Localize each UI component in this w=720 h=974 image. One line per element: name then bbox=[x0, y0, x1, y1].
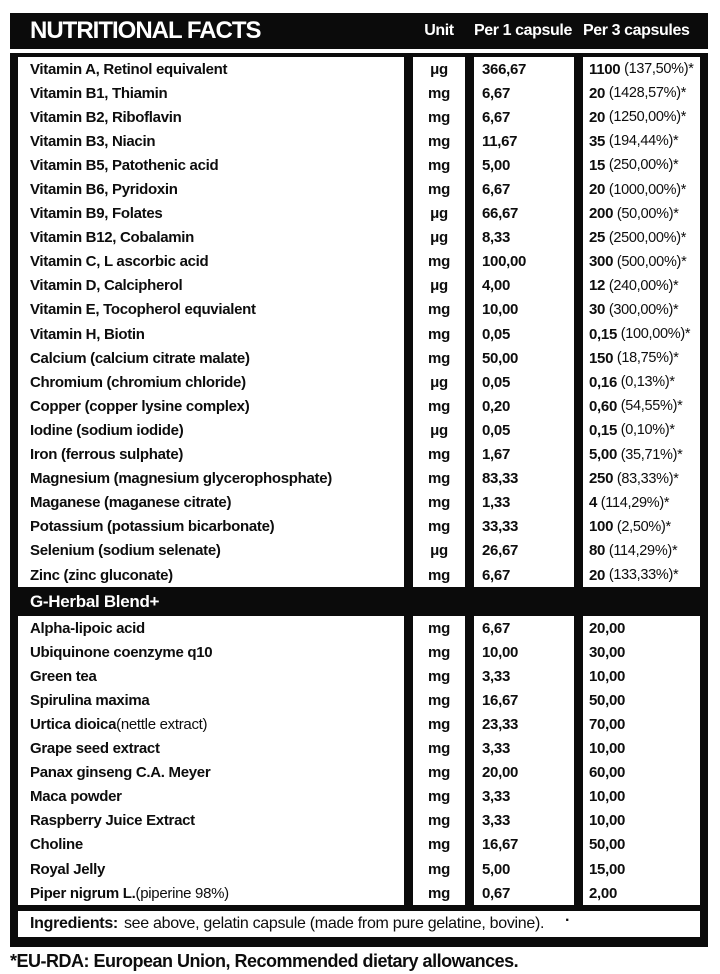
row-name: Maganese (maganese citrate) bbox=[18, 491, 404, 515]
row-name: Vitamin B2, Riboflavin bbox=[18, 105, 404, 129]
row-per-3-capsules: 200 (50,00%)* bbox=[583, 202, 700, 226]
row-name: Raspberry Juice Extract bbox=[18, 809, 404, 833]
row-per-3-capsules: 0,15 (100,00%)* bbox=[583, 322, 700, 346]
row-per-3-capsules: 20 (1250,00%)* bbox=[583, 105, 700, 129]
row-name: Calcium (calcium citrate malate) bbox=[18, 346, 404, 370]
row-unit: μg bbox=[413, 57, 465, 81]
row-per-3-capsules: 300 (500,00%)* bbox=[583, 250, 700, 274]
row-name: Maca powder bbox=[18, 785, 404, 809]
ingredients-row bbox=[18, 911, 700, 937]
row-per-1-capsule: 66,67 bbox=[474, 202, 574, 226]
nutrition-facts-table bbox=[10, 13, 708, 947]
row-per-1-capsule: 20,00 bbox=[474, 761, 574, 785]
row-per-3-capsules: 0,15 (0,10%)* bbox=[583, 418, 700, 442]
row-name: Choline bbox=[18, 833, 404, 857]
column-header-per-3-capsules: Per 3 capsules bbox=[583, 22, 690, 39]
row-unit: mg bbox=[413, 515, 465, 539]
stray-dot: · bbox=[565, 912, 571, 930]
row-per-3-capsules: 10,00 bbox=[583, 785, 700, 809]
row-per-3-capsules: 20 (1000,00%)* bbox=[583, 177, 700, 201]
row-unit: mg bbox=[413, 857, 465, 881]
row-per-1-capsule: 11,67 bbox=[474, 129, 574, 153]
row-unit: mg bbox=[413, 467, 465, 491]
row-name: Vitamin B5, Patothenic acid bbox=[18, 153, 404, 177]
row-per-1-capsule: 6,67 bbox=[474, 616, 574, 640]
row-per-3-capsules: 15,00 bbox=[583, 857, 700, 881]
row-per-3-capsules: 10,00 bbox=[583, 737, 700, 761]
row-per-1-capsule: 26,67 bbox=[474, 539, 574, 563]
row-per-3-capsules: 10,00 bbox=[583, 809, 700, 833]
row-per-3-capsules: 1100 (137,50%)* bbox=[583, 57, 700, 81]
row-unit: mg bbox=[413, 81, 465, 105]
row-per-1-capsule: 366,67 bbox=[474, 57, 574, 81]
row-per-3-capsules: 80 (114,29%)* bbox=[583, 539, 700, 563]
row-per-1-capsule: 100,00 bbox=[474, 250, 574, 274]
row-per-1-capsule: 0,05 bbox=[474, 370, 574, 394]
row-per-3-capsules: 35 (194,44%)* bbox=[583, 129, 700, 153]
row-name: Piper nigrum L. (piperine 98%) bbox=[18, 881, 404, 905]
row-name: Vitamin C, L ascorbic acid bbox=[18, 250, 404, 274]
vitamins-minerals-section bbox=[18, 57, 700, 587]
row-unit: mg bbox=[413, 129, 465, 153]
row-per-3-capsules: 60,00 bbox=[583, 761, 700, 785]
row-name: Vitamin E, Tocopherol equvialent bbox=[18, 298, 404, 322]
row-name: Panax ginseng C.A. Meyer bbox=[18, 761, 404, 785]
row-name: Alpha-lipoic acid bbox=[18, 616, 404, 640]
row-unit: mg bbox=[413, 688, 465, 712]
row-per-1-capsule: 1,67 bbox=[474, 443, 574, 467]
row-unit: mg bbox=[413, 346, 465, 370]
row-name: Green tea bbox=[18, 664, 404, 688]
row-per-3-capsules: 50,00 bbox=[583, 833, 700, 857]
row-per-3-capsules: 0,16 (0,13%)* bbox=[583, 370, 700, 394]
row-per-3-capsules: 2,00 bbox=[583, 881, 700, 905]
row-per-1-capsule: 6,67 bbox=[474, 105, 574, 129]
row-unit: mg bbox=[413, 664, 465, 688]
row-per-1-capsule: 10,00 bbox=[474, 640, 574, 664]
column-header-per-1-capsule: Per 1 capsule bbox=[474, 22, 572, 39]
row-per-3-capsules: 5,00 (35,71%)* bbox=[583, 443, 700, 467]
row-name: Zinc (zinc gluconate) bbox=[18, 563, 404, 587]
row-unit: mg bbox=[413, 563, 465, 587]
row-unit: mg bbox=[413, 809, 465, 833]
row-unit: mg bbox=[413, 177, 465, 201]
row-per-1-capsule: 6,67 bbox=[474, 81, 574, 105]
row-name: Selenium (sodium selenate) bbox=[18, 539, 404, 563]
row-name: Vitamin B1, Thiamin bbox=[18, 81, 404, 105]
row-name: Iodine (sodium iodide) bbox=[18, 418, 404, 442]
row-unit: μg bbox=[413, 202, 465, 226]
row-per-1-capsule: 0,05 bbox=[474, 322, 574, 346]
row-per-1-capsule: 0,20 bbox=[474, 394, 574, 418]
herbal-blend-section-header: G-Herbal Blend+ bbox=[30, 591, 160, 611]
row-unit: mg bbox=[413, 322, 465, 346]
row-per-1-capsule: 0,67 bbox=[474, 881, 574, 905]
row-per-1-capsule: 0,05 bbox=[474, 418, 574, 442]
row-per-3-capsules: 20 (133,33%)* bbox=[583, 563, 700, 587]
row-unit: μg bbox=[413, 539, 465, 563]
row-unit: mg bbox=[413, 491, 465, 515]
herbal-blend-section bbox=[18, 616, 700, 905]
column-header-unit: Unit bbox=[424, 22, 454, 39]
row-per-3-capsules: 20,00 bbox=[583, 616, 700, 640]
row-unit: mg bbox=[413, 153, 465, 177]
row-per-1-capsule: 50,00 bbox=[474, 346, 574, 370]
row-per-1-capsule: 4,00 bbox=[474, 274, 574, 298]
row-name: Magnesium (magnesium glycerophosphate) bbox=[18, 467, 404, 491]
row-name: Spirulina maxima bbox=[18, 688, 404, 712]
row-per-1-capsule: 3,33 bbox=[474, 809, 574, 833]
row-name: Vitamin D, Calcipherol bbox=[18, 274, 404, 298]
row-name: Urtica dioica (nettle extract) bbox=[18, 712, 404, 736]
ingredients-label: Ingredients: bbox=[30, 915, 118, 933]
row-unit: mg bbox=[413, 250, 465, 274]
row-unit: μg bbox=[413, 418, 465, 442]
row-per-1-capsule: 3,33 bbox=[474, 664, 574, 688]
eu-rda-footnote: *EU-RDA: European Union, Recommended dietary allowances. bbox=[10, 951, 519, 971]
row-name: Vitamin A, Retinol equivalent bbox=[18, 57, 404, 81]
row-name: Copper (copper lysine complex) bbox=[18, 394, 404, 418]
row-per-3-capsules: 50,00 bbox=[583, 688, 700, 712]
row-per-3-capsules: 10,00 bbox=[583, 664, 700, 688]
row-per-3-capsules: 15 (250,00%)* bbox=[583, 153, 700, 177]
row-unit: μg bbox=[413, 274, 465, 298]
ingredients-text: see above, gelatin capsule (made from pure gelatine, bovine). bbox=[123, 915, 545, 933]
row-per-3-capsules: 0,60 (54,55%)* bbox=[583, 394, 700, 418]
row-per-3-capsules: 250 (83,33%)* bbox=[583, 467, 700, 491]
table-header bbox=[10, 13, 708, 49]
row-per-3-capsules: 30 (300,00%)* bbox=[583, 298, 700, 322]
row-name: Potassium (potassium bicarbonate) bbox=[18, 515, 404, 539]
row-per-1-capsule: 33,33 bbox=[474, 515, 574, 539]
row-unit: mg bbox=[413, 298, 465, 322]
row-per-3-capsules: 150 (18,75%)* bbox=[583, 346, 700, 370]
row-per-1-capsule: 83,33 bbox=[474, 467, 574, 491]
row-unit: mg bbox=[413, 833, 465, 857]
row-name: Vitamin B9, Folates bbox=[18, 202, 404, 226]
row-per-1-capsule: 10,00 bbox=[474, 298, 574, 322]
row-name: Royal Jelly bbox=[18, 857, 404, 881]
row-name: Grape seed extract bbox=[18, 737, 404, 761]
row-name: Iron (ferrous sulphate) bbox=[18, 443, 404, 467]
row-name: Vitamin H, Biotin bbox=[18, 322, 404, 346]
row-per-1-capsule: 6,67 bbox=[474, 563, 574, 587]
row-name: Ubiquinone coenzyme q10 bbox=[18, 640, 404, 664]
row-per-1-capsule: 1,33 bbox=[474, 491, 574, 515]
row-per-1-capsule: 3,33 bbox=[474, 737, 574, 761]
row-per-1-capsule: 5,00 bbox=[474, 153, 574, 177]
row-unit: μg bbox=[413, 226, 465, 250]
row-per-1-capsule: 5,00 bbox=[474, 857, 574, 881]
row-per-1-capsule: 16,67 bbox=[474, 833, 574, 857]
row-name: Chromium (chromium chloride) bbox=[18, 370, 404, 394]
row-unit: mg bbox=[413, 785, 465, 809]
row-per-1-capsule: 8,33 bbox=[474, 226, 574, 250]
row-per-3-capsules: 100 (2,50%)* bbox=[583, 515, 700, 539]
row-per-3-capsules: 12 (240,00%)* bbox=[583, 274, 700, 298]
row-per-3-capsules: 25 (2500,00%)* bbox=[583, 226, 700, 250]
row-name: Vitamin B3, Niacin bbox=[18, 129, 404, 153]
row-per-3-capsules: 70,00 bbox=[583, 712, 700, 736]
row-per-3-capsules: 4 (114,29%)* bbox=[583, 491, 700, 515]
row-unit: mg bbox=[413, 616, 465, 640]
row-name: Vitamin B6, Pyridoxin bbox=[18, 177, 404, 201]
row-unit: mg bbox=[413, 394, 465, 418]
row-unit: mg bbox=[413, 761, 465, 785]
row-unit: mg bbox=[413, 737, 465, 761]
table-title: NUTRITIONAL FACTS bbox=[30, 17, 261, 44]
row-per-3-capsules: 20 (1428,57%)* bbox=[583, 81, 700, 105]
row-per-1-capsule: 3,33 bbox=[474, 785, 574, 809]
row-unit: mg bbox=[413, 640, 465, 664]
row-unit: mg bbox=[413, 712, 465, 736]
row-unit: mg bbox=[413, 105, 465, 129]
row-per-1-capsule: 16,67 bbox=[474, 688, 574, 712]
row-unit: mg bbox=[413, 443, 465, 467]
row-per-3-capsules: 30,00 bbox=[583, 640, 700, 664]
table-body bbox=[10, 53, 708, 947]
row-unit: mg bbox=[413, 881, 465, 905]
row-name: Vitamin B12, Cobalamin bbox=[18, 226, 404, 250]
row-per-1-capsule: 23,33 bbox=[474, 712, 574, 736]
row-per-1-capsule: 6,67 bbox=[474, 177, 574, 201]
row-unit: μg bbox=[413, 370, 465, 394]
